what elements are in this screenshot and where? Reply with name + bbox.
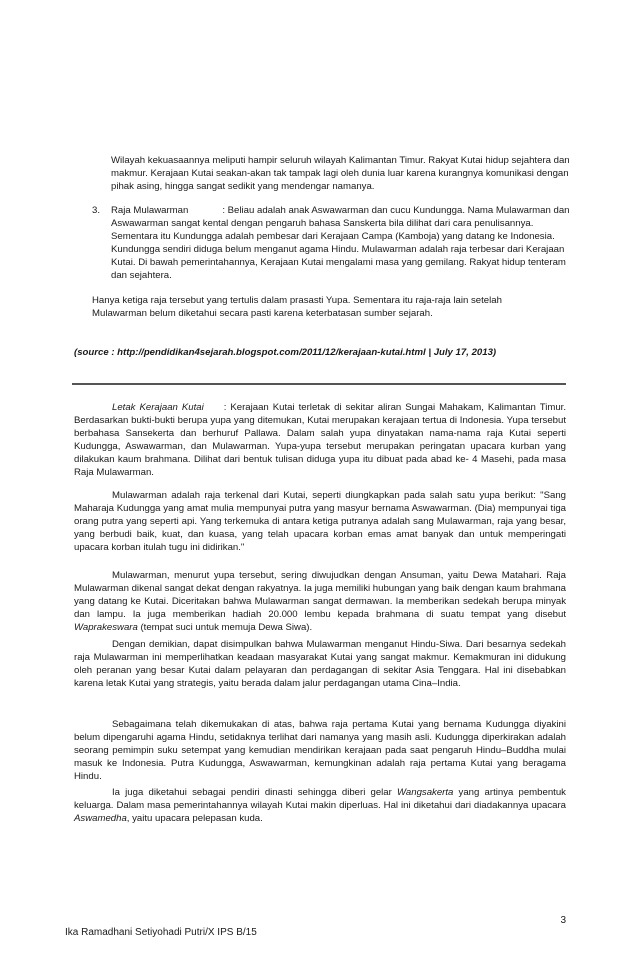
- page-number: 3: [560, 915, 566, 926]
- paragraph-italic-term: Waprakeswara: [74, 622, 138, 633]
- paragraph-text-middle: yang artinya pembentuk keluarga. Dalam masa pemerintahannya wilayah Kutai makin diperluas. Hal ini diketahui dari diadakannya upacara: [74, 787, 566, 811]
- paragraph-label: Letak Kerajaan Kutai: [112, 402, 204, 413]
- bullet-continuation-text: Wilayah kekuasaannya meliputi hampir seluruh wilayah Kalimantan Timur. Rakyat Kutai hidup sejahtera dan makmur. Kerajaan Kutai seakan-akan tak tampak lagi oleh dunia luar karena kurangnya komunikasi dengan pihak asing, hingga sangat sedikit yang mendengar namanya.: [111, 155, 570, 192]
- paragraph-letak-kerajaan: [74, 401, 566, 479]
- paragraph-italic-term-2: Aswamedha: [74, 813, 127, 824]
- list-item-number: 3.: [92, 205, 101, 216]
- list-item-body: [111, 204, 572, 282]
- paragraph-mulawarman-ansuman: [74, 569, 566, 634]
- paragraph-mulawarman-yupa: [74, 489, 566, 554]
- paragraph-text: : Kerajaan Kutai terletak di sekitar aliran Sungai Mahakam, Kalimantan Timur. Berdasarkan bukti-bukti berupa yupa yang ditemukan, Kutai merupakan kerajaan tertua di Indonesia. Yupa tersebut berbahasa Sansekerta dan berhuruf Pallawa. Dalam salah yupa dinyatakan nama-nama raja Kutai seperti Kudungga, Aswawarman, dan Mulawarman. Yupa-yupa tersebut merupakan peringatan upacara kurban yang dilakukan kaum brahmana. Dilihat dari bentuk tulisan diduga yupa itu dibuat pada abad ke- 4 Masehi, pada masa Raja Mulawarman.: [74, 402, 566, 478]
- paragraph-hindu-siwa: [74, 638, 566, 690]
- paragraph-italic-term: Wangsakerta: [397, 787, 454, 798]
- list-item-label: Raja Mulawarman: [111, 205, 189, 216]
- paragraph-text-end: (tempat suci untuk memuja Dewa Siwa).: [137, 622, 313, 633]
- paragraph-text: Ia juga diketahui sebagai pendiri dinasti sehingga diberi gelar: [112, 787, 398, 798]
- horizontal-divider: [72, 383, 566, 385]
- paragraph-text: Dengan demikian, dapat disimpulkan bahwa Mulawarman menganut Hindu-Siwa. Dari besarnya sedekah raja Mulawarman ini memperlihatkan keadaan masyarakat Kutai yang sangat makmur. Kemakmuran ini didukung oleh peranan yang besar Kutai dalam pelayaran dan perdagangan di sekitar Asia Tenggara. Hal ini disebabkan karena letak Kutai yang strategis, yaitu berada dalam jalur perdagangan utama Cina–India.: [74, 639, 566, 689]
- paragraph-text: Sebagaimana telah dikemukakan di atas, bahwa raja pertama Kutai yang bernama Kudungga diyakini belum dipengaruhi agama Hindu, setidaknya terlihat dari namanya yang masih asli. Kudungga diperkirakan adalah seorang pemimpin suku setempat yang kemudian mendirikan kerajaan pada saat pengaruh Hindu–Buddha mulai masuk ke Indonesia. Putra Kudungga, Aswawarman, kemungkinan adalah raja pertama Kutai yang beragama Hindu.: [74, 719, 566, 782]
- paragraph-text-end: , yaitu upacara pelepasan kuda.: [126, 813, 263, 824]
- footer-author: Ika Ramadhani Setiyohadi Putri/X IPS B/15: [65, 927, 257, 938]
- paragraph-kudungga: [74, 718, 566, 783]
- list-item-text: : Beliau adalah anak Aswawarman dan cucu Kundungga. Nama Mulawarman dan Aswawarman sangat kental dengan pengaruh bahasa Sanskerta bila dilihat dari cara penulisannya. Sementara itu Kundungga adalah pembesar dari Kerajaan Campa (Kamboja) yang datang ke Indonesia. Kundungga sendiri diduga belum menganut agama Hindu. Mulawarman adalah raja terbesar dari Kerajaan Kutai. Di bawah pemerintahannya, Kerajaan Kutai mengalami masa yang gemilang. Rakyat hidup tenteram dan sejahtera.: [111, 205, 570, 281]
- paragraph-text: Mulawarman, menurut yupa tersebut, sering diwujudkan dengan Ansuman, yaitu Dewa Matahari. Raja Mulawarman dikenal sangat dekat dengan rakyatnya. Ia juga memiliki hubungan yang baik dengan kaum brahmana yang datang ke Kutai. Diceritakan bahwa Mulawarman sangat dermawan. Ia memberikan sedekah berupa minyak dan lampu. Ia juga memberikan hadiah 20.000 lembu kepada brahmana di suatu tempat yang disebut: [74, 570, 566, 620]
- conclusion-text: Hanya ketiga raja tersebut yang tertulis dalam prasasti Yupa. Sementara itu raja-raja lain setelah Mulawarman belum diketahui secara pasti karena keterbatasan sumber sejarah.: [92, 295, 502, 319]
- paragraph-wangsakerta: [74, 786, 566, 825]
- source-citation: (source : http://pendidikan4sejarah.blogspot.com/2011/12/kerajaan-kutai.html | July 17, 2013): [74, 347, 497, 358]
- paragraph-text: Mulawarman adalah raja terkenal dari Kutai, seperti diungkapkan pada salah satu yupa berikut: "Sang Maharaja Kudungga yang amat mulia mempunyai putra yang masyur bernama Aswawarman. (Dia) mempunyai tiga orang putra yang seperti api. Yang terkemuka di antara ketiga putranya adalah sang Mulawarman, raja yang besar, yang berbudi baik, kuat, dan kuasa, yang telah upacara korban emas amat banyak dan untuk memperingati upacara korban itulah tugu ini didirikan.": [74, 490, 566, 553]
